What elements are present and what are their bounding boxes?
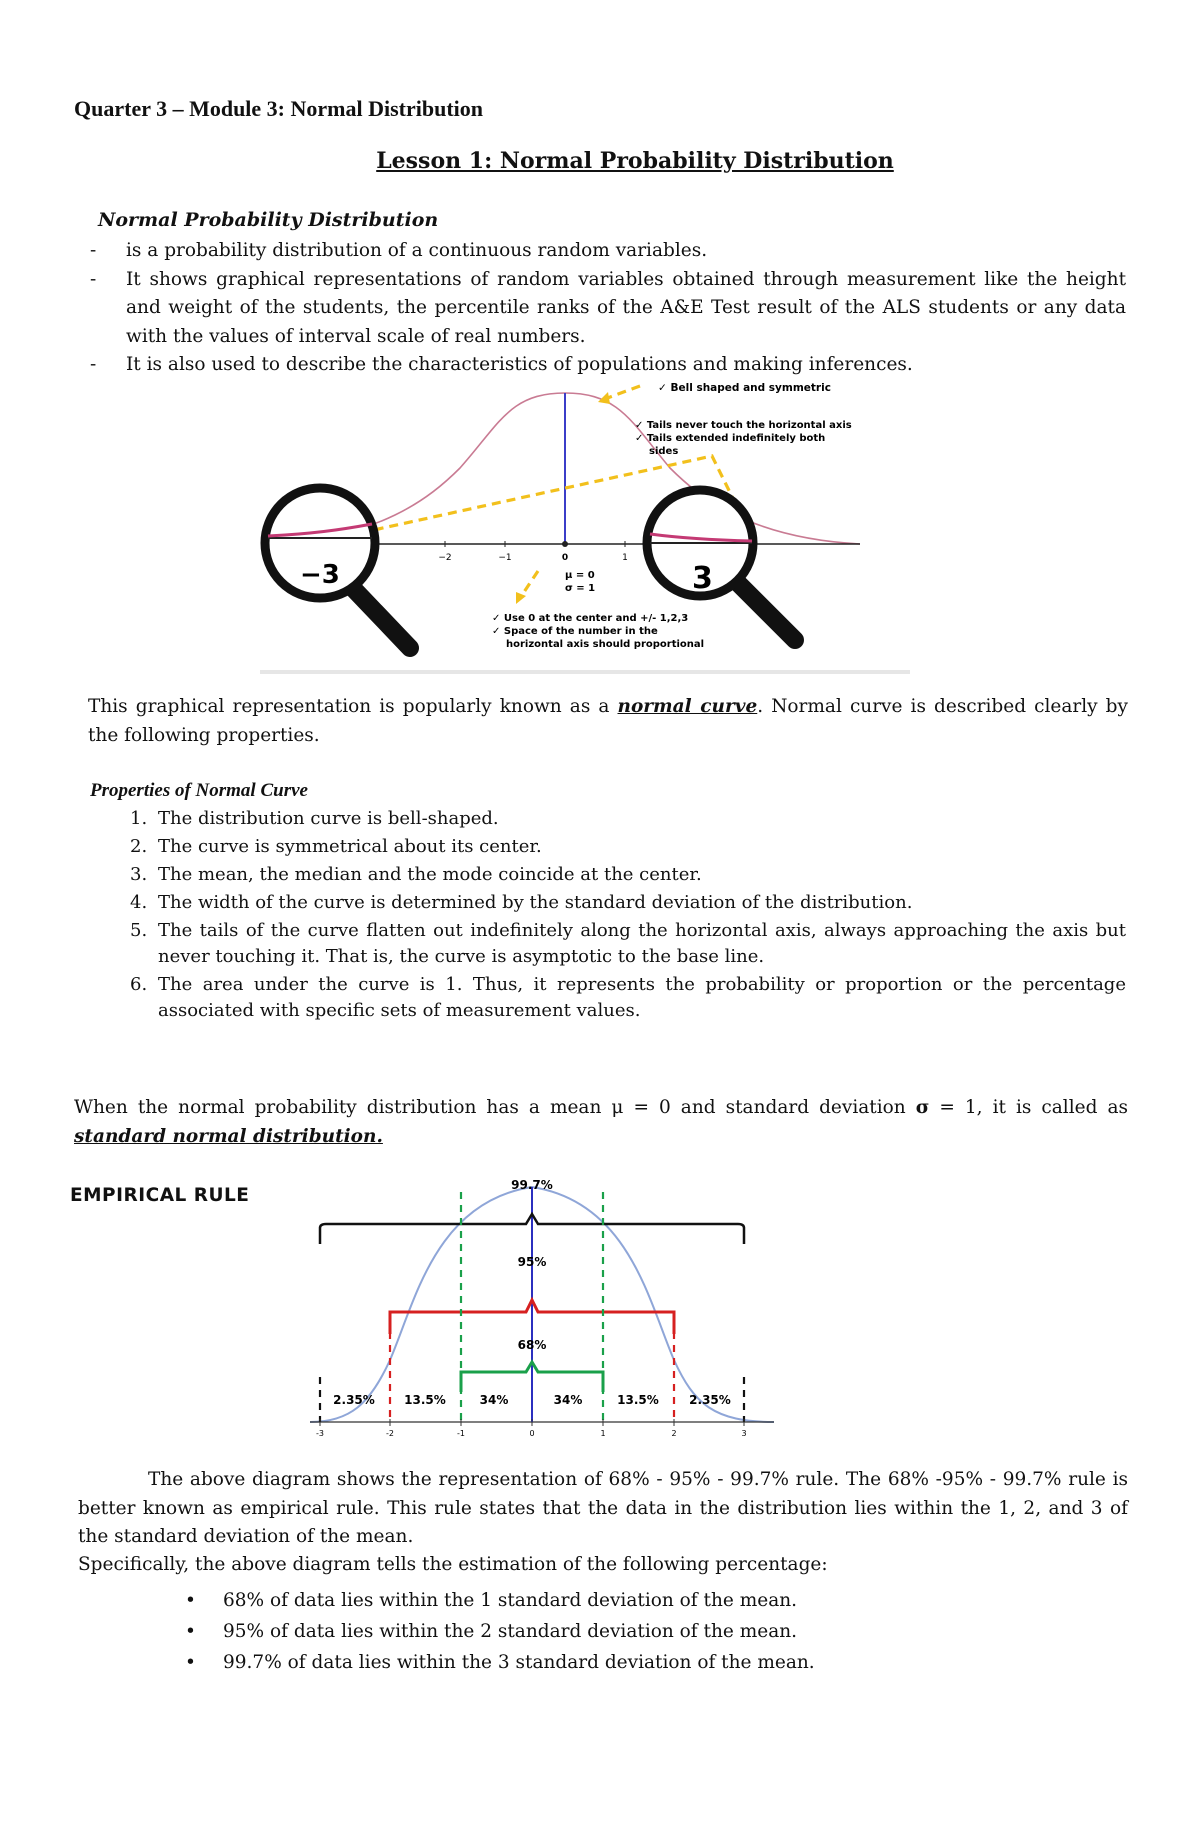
list-item: 6. The area under the curve is 1. Thus, it represents the probability or proportion or the percentage associated with specific sets of measurement values. [130, 974, 1126, 1021]
label-997: 99.7% [511, 1178, 553, 1192]
segment-label: 34% [479, 1393, 509, 1407]
tick-label: -3 [316, 1429, 324, 1438]
list-item: • 95% of data lies within the 2 standard deviation of the mean. [185, 1621, 798, 1642]
standard-normal-term: standard normal distribution. [74, 1125, 383, 1147]
magnifier-label-right: 3 [692, 561, 713, 596]
segment-label: 2.35% [689, 1393, 731, 1407]
annotation-tails-2: ✓ Tails extended indefinitely both [635, 433, 826, 444]
annotation-tails-1: ✓ Tails never touch the horizontal axis [635, 420, 852, 431]
annotation-axis-3: horizontal axis should proportional [506, 639, 705, 650]
mu-label: μ = 0 [565, 570, 595, 581]
label-95: 95% [517, 1255, 547, 1269]
list-item: 3. The mean, the median and the mode coincide at the center. [130, 864, 702, 885]
list-item: • 68% of data lies within the 1 standard deviation of the mean. [185, 1590, 798, 1611]
lesson-title: Lesson 1: Normal Probability Distribution [376, 148, 894, 174]
tick-label: −2 [438, 553, 452, 563]
tick-label: -1 [457, 1429, 465, 1438]
tick-label: 1 [600, 1429, 606, 1438]
tick-label: -2 [386, 1429, 394, 1438]
properties-list [130, 806, 1126, 1026]
list-item: 4. The width of the curve is determined by the standard deviation of the distribution. [130, 892, 913, 913]
tick-label: 3 [741, 1429, 747, 1438]
percentage-bullets [175, 1585, 815, 1678]
list-item: 2. The curve is symmetrical about its center. [130, 836, 542, 857]
list-item: - It is also used to describe the characteristics of populations and making inferences. [90, 354, 913, 375]
tick-label: −1 [498, 553, 512, 563]
figure-base-strip [260, 670, 910, 674]
empirical-bell-curve [310, 1187, 774, 1422]
segment-label: 2.35% [333, 1393, 375, 1407]
sigma-label: σ = 1 [565, 583, 596, 594]
empirical-paragraph: The above diagram shows the representation of 68% - 95% - 99.7% rule. The 68% -95% - 99.7% rule is better known as empirical rule. This rule states that the data in the distribution lies within the 1, 2, and 3 of the standard deviation of the mean. [78, 1469, 1128, 1547]
segment-label: 13.5% [617, 1393, 659, 1407]
module-title: Quarter 3 – Module 3: Normal Distribution [74, 96, 484, 121]
annotation-bell: ✓ Bell shaped and symmetric [658, 382, 831, 394]
list-item: 5. The tails of the curve flatten out indefinitely along the horizontal axis, always approaching the axis but never touching it. That is, the curve is asymptotic to the base line. [130, 920, 1126, 967]
segment-label: 34% [553, 1393, 583, 1407]
definition-bullets [86, 237, 1126, 380]
properties-title: Properties of Normal Curve [90, 780, 308, 801]
label-68: 68% [517, 1338, 547, 1352]
tick-label: 1 [622, 553, 628, 563]
list-item: 1. The distribution curve is bell-shaped. [130, 808, 499, 829]
annotation-axis-2: ✓ Space of the number in the [492, 626, 658, 637]
normal-curve-term: normal curve [617, 696, 758, 717]
tick-label: 0 [529, 1429, 535, 1438]
empirical-rule-figure [300, 1172, 780, 1440]
empirical-rule-title: EMPIRICAL RULE [70, 1185, 250, 1206]
list-item: • 99.7% of data lies within the 3 standard deviation of the mean. [185, 1652, 815, 1673]
normal-curve-paragraph: This graphical representation is popularly known as a normal curve. Normal curve is described clearly by the following properties. [88, 696, 1128, 746]
tick-label: 0 [561, 553, 569, 563]
segment-label: 13.5% [404, 1393, 446, 1407]
normal-curve-figure [260, 378, 910, 678]
annotation-axis-1: ✓ Use 0 at the center and +/- 1,2,3 [492, 613, 689, 624]
annotation-tails-3: sides [649, 446, 679, 457]
magnifier-icon [265, 488, 410, 648]
tick-label: 2 [671, 1429, 677, 1438]
list-item: - It shows graphical representations of random variables obtained through measurement like the height and weight of the students, the percentile ranks of the A&E Test result of the ALS students or any data with the values of interval scale of real numbers. [90, 268, 1126, 347]
definition-title: Normal Probability Distribution [98, 209, 439, 231]
arrow-head [516, 592, 526, 604]
standard-normal-paragraph: When the normal probability distribution has a mean μ = 0 and standard deviation σ = 1, it is called as standard normal distribution. [74, 1097, 1128, 1147]
list-item: - is a probability distribution of a continuous random variables. [90, 240, 708, 261]
empirical-paragraph-2: Specifically, the above diagram tells the estimation of the following percentage: [78, 1554, 828, 1575]
magnifier-label-left: −3 [300, 560, 340, 590]
